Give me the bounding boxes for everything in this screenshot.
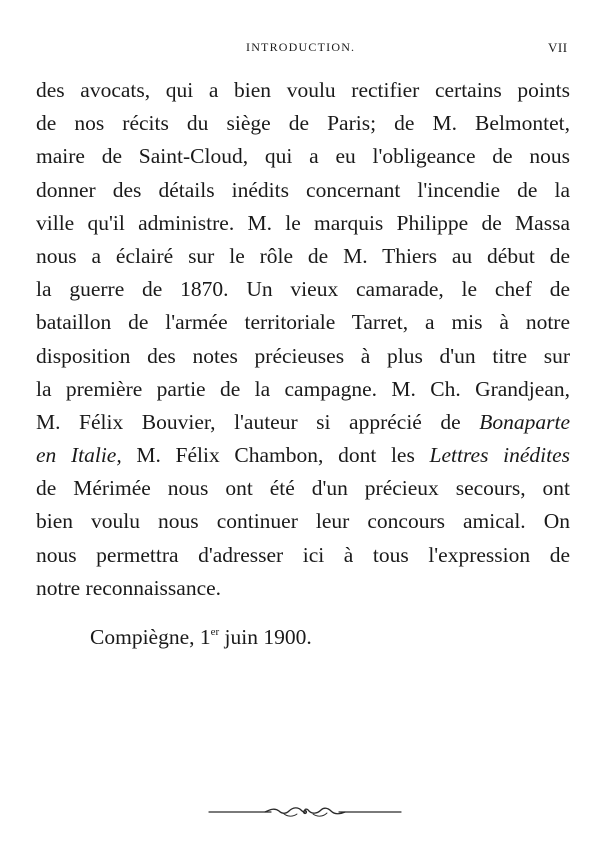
text-line: en Italie, M. Félix Chambon, dont les Lettres inédites [36,443,570,468]
text-line: la guerre de 1870. Un vieux camarade, le chef de [36,277,570,302]
text-line: de nos récits du siège de Paris; de M. Belmontet, [36,111,570,136]
book-title-bonaparte: Bonaparte [479,409,570,434]
text-line: bien voulu nous continuer leur concours amical. On [36,509,570,534]
text-line: M. Félix Bouvier, l'auteur si apprécié de Bonaparte [36,409,570,434]
text-line: donner des détails inédits concernant l'incendie de la [36,177,570,202]
closing-date: Compiègne, 1er juin 1900. [90,625,312,649]
page-number: VII [548,40,568,55]
text-line: bataillon de l'armée territoriale Tarret, a mis à notre [36,310,570,335]
running-title: INTRODUCTION. [246,40,356,54]
text-line: nous a éclairé sur le rôle de M. Thiers au début de [36,243,570,268]
text-line: de Mérimée nous ont été d'un précieux secours, ont [36,476,570,501]
body-text [36,74,570,605]
text-line: des avocats, qui a bien voulu rectifier certains points [36,78,570,102]
text-line: disposition des notes précieuses à plus d'un titre sur [36,343,570,368]
text-line: maire de Saint-Cloud, qui a eu l'obligeance de nous [36,144,570,169]
text-line: notre reconnaissance. [36,575,222,600]
tailpiece-ornament-icon [205,800,405,824]
text-line: la première partie de la campagne. M. Ch. Grandjean, [36,376,570,401]
text-line: ville qu'il administre. M. le marquis Philippe de Massa [36,210,570,235]
book-title-lettres-inedites: Lettres inédites [429,443,570,468]
book-title-en-italie: en Italie, [36,443,122,468]
running-head [0,40,610,60]
text-line: nous permettra d'adresser ici à tous l'expression de [36,542,570,567]
